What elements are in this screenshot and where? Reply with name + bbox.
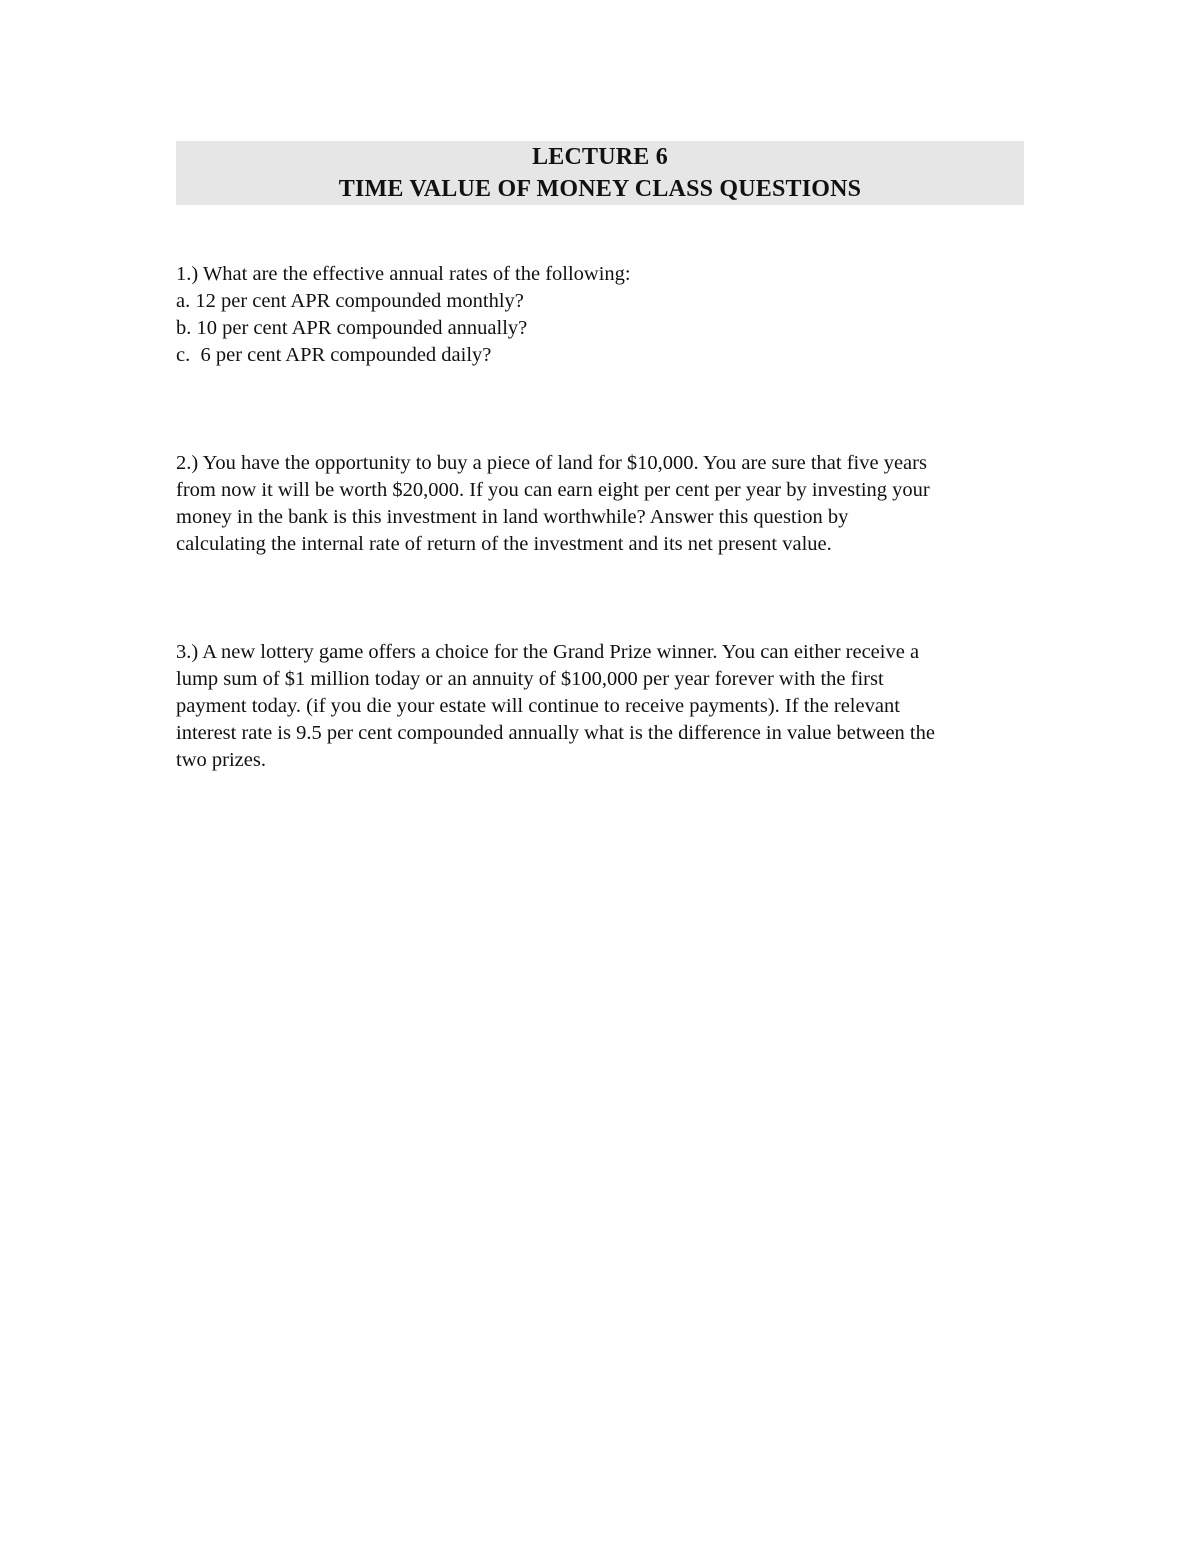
question-2-line: from now it will be worth $20,000. If you can earn eight per cent per year by investing your	[176, 479, 930, 501]
lecture-number-heading: LECTURE 6	[532, 144, 668, 170]
question-2-line: 2.) You have the opportunity to buy a piece of land for $10,000. You are sure that five years	[176, 452, 927, 474]
question-3-line: 3.) A new lottery game offers a choice for the Grand Prize winner. You can either receive a	[176, 641, 920, 663]
question-1-line: 1.) What are the effective annual rates of the following:	[176, 263, 631, 285]
question-3-line: payment today. (if you die your estate will continue to receive payments). If the relevant	[176, 695, 900, 717]
document-title-heading: TIME VALUE OF MONEY CLASS QUESTIONS	[338, 176, 862, 202]
title-banner	[176, 141, 1024, 205]
question-3	[176, 639, 1026, 774]
question-2	[176, 450, 1026, 558]
question-3-line: interest rate is 9.5 per cent compounded annually what is the difference in value between the	[176, 722, 935, 744]
question-1-part-c: c. 6 per cent APR compounded daily?	[176, 344, 492, 366]
question-1	[176, 261, 1026, 369]
question-3-line: two prizes.	[176, 749, 266, 771]
question-1-part-a: a. 12 per cent APR compounded monthly?	[176, 290, 524, 312]
question-1-part-b: b. 10 per cent APR compounded annually?	[176, 317, 528, 339]
question-2-line: money in the bank is this investment in land worthwhile? Answer this question by	[176, 506, 849, 528]
question-3-line: lump sum of $1 million today or an annuity of $100,000 per year forever with the first	[176, 668, 884, 690]
question-2-line: calculating the internal rate of return of the investment and its net present value.	[176, 533, 832, 555]
